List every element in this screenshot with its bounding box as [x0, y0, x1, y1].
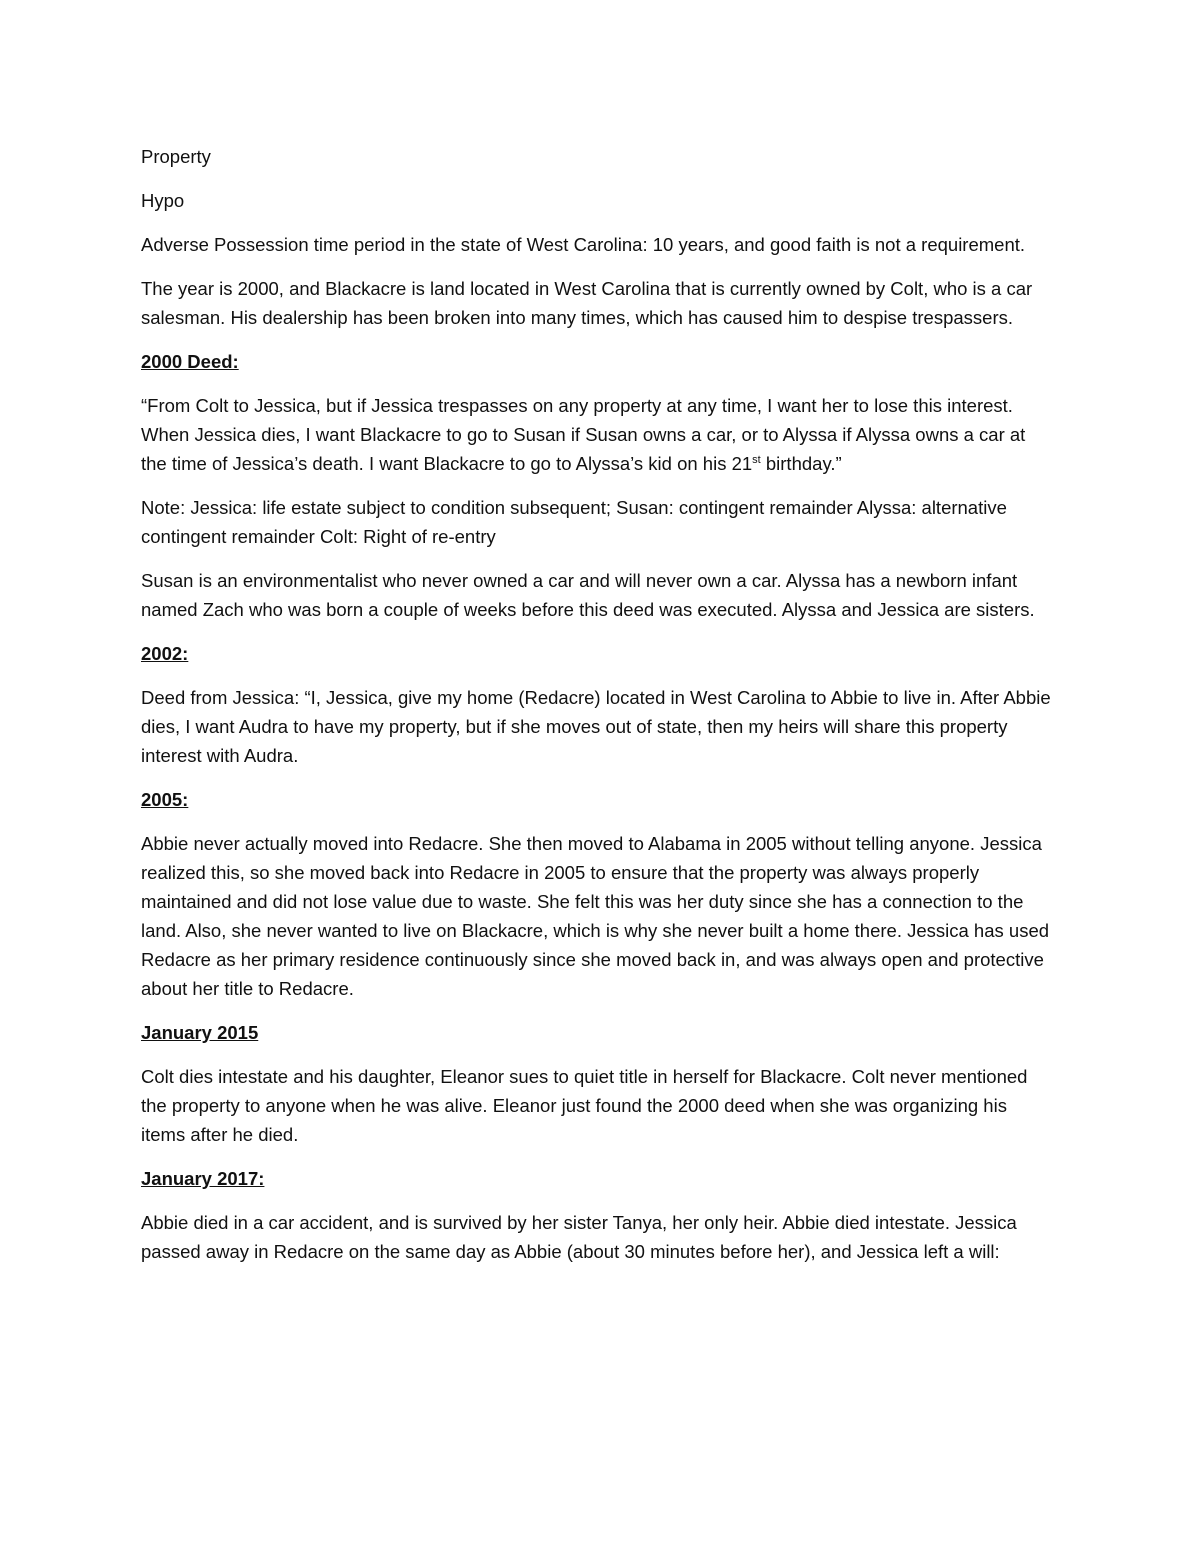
section-2017-body: Abbie died in a car accident, and is survived by her sister Tanya, her only heir. Abbie died intestate. Jessica passed away in Redacre on the same day as Abbie (about 30 minutes before her), and Jessica left a will: [141, 1212, 1017, 1262]
section-heading-2002: 2002: [141, 643, 189, 664]
section-2015-body: Colt dies intestate and his daughter, Eleanor sues to quiet title in herself for Blackacre. Colt never mentioned the property to anyone when he was alive. Eleanor just found the 2000 deed when she was organizing his items after he died. [141, 1066, 1028, 1145]
deed-quote-end: birthday.” [760, 453, 842, 474]
deed-quote-2000 [141, 391, 1056, 478]
section-heading-january-2017: January 2017: [141, 1168, 265, 1189]
section-2005-body: Abbie never actually moved into Redacre. She then moved to Alabama in 2005 without telling anyone. Jessica realized this, so she moved back into Redacre in 2005 to ensure that the property was always properly maintained and did not lose value due to waste. She felt this was her duty since she has a connection to the land. Also, she never wanted to live on Blackacre, which is why she never built a home there. Jessica has used Redacre as her primary residence continuously since she moved back in, and was always open and protective about her title to Redacre. [141, 833, 1050, 999]
intro-paragraph-1: Adverse Possession time period in the state of West Carolina: 10 years, and good faith is not a requirement. [141, 234, 1026, 255]
deed-quote-text: “From Colt to Jessica, but if Jessica trespasses on any property at any time, I want her to lose this interest. When Jessica dies, I want Blackacre to go to Susan if Susan owns a car, or to Alyssa if Alyssa owns a car at the time of Jessica’s death. I want Blackacre to go to Alyssa’s kid on his 21 [141, 395, 1026, 474]
document-page [141, 142, 1056, 1281]
section-heading-2000-deed: 2000 Deed: [141, 351, 239, 372]
document-title: Property [141, 146, 211, 167]
section-2000-body: Susan is an environmentalist who never owned a car and will never own a car. Alyssa has a newborn infant named Zach who was born a couple of weeks before this deed was executed. Alyssa and Jessica are sisters. [141, 570, 1035, 620]
section-heading-january-2015: January 2015 [141, 1022, 259, 1043]
section-2002-body: Deed from Jessica: “I, Jessica, give my home (Redacre) located in West Carolina to Abbie to live in. After Abbie dies, I want Audra to have my property, but if she moves out of state, then my heirs will share this property interest with Audra. [141, 687, 1051, 766]
section-heading-2005: 2005: [141, 789, 189, 810]
deed-note: Note: Jessica: life estate subject to condition subsequent; Susan: contingent remainder Alyssa: alternative contingent remainder Colt: Right of re-entry [141, 497, 1007, 547]
intro-paragraph-2: The year is 2000, and Blackacre is land located in West Carolina that is currently owned by Colt, who is a car salesman. His dealership has been broken into many times, which has caused him to despise trespassers. [141, 278, 1033, 328]
ordinal-superscript: st [752, 453, 761, 466]
document-subtitle: Hypo [141, 190, 185, 211]
